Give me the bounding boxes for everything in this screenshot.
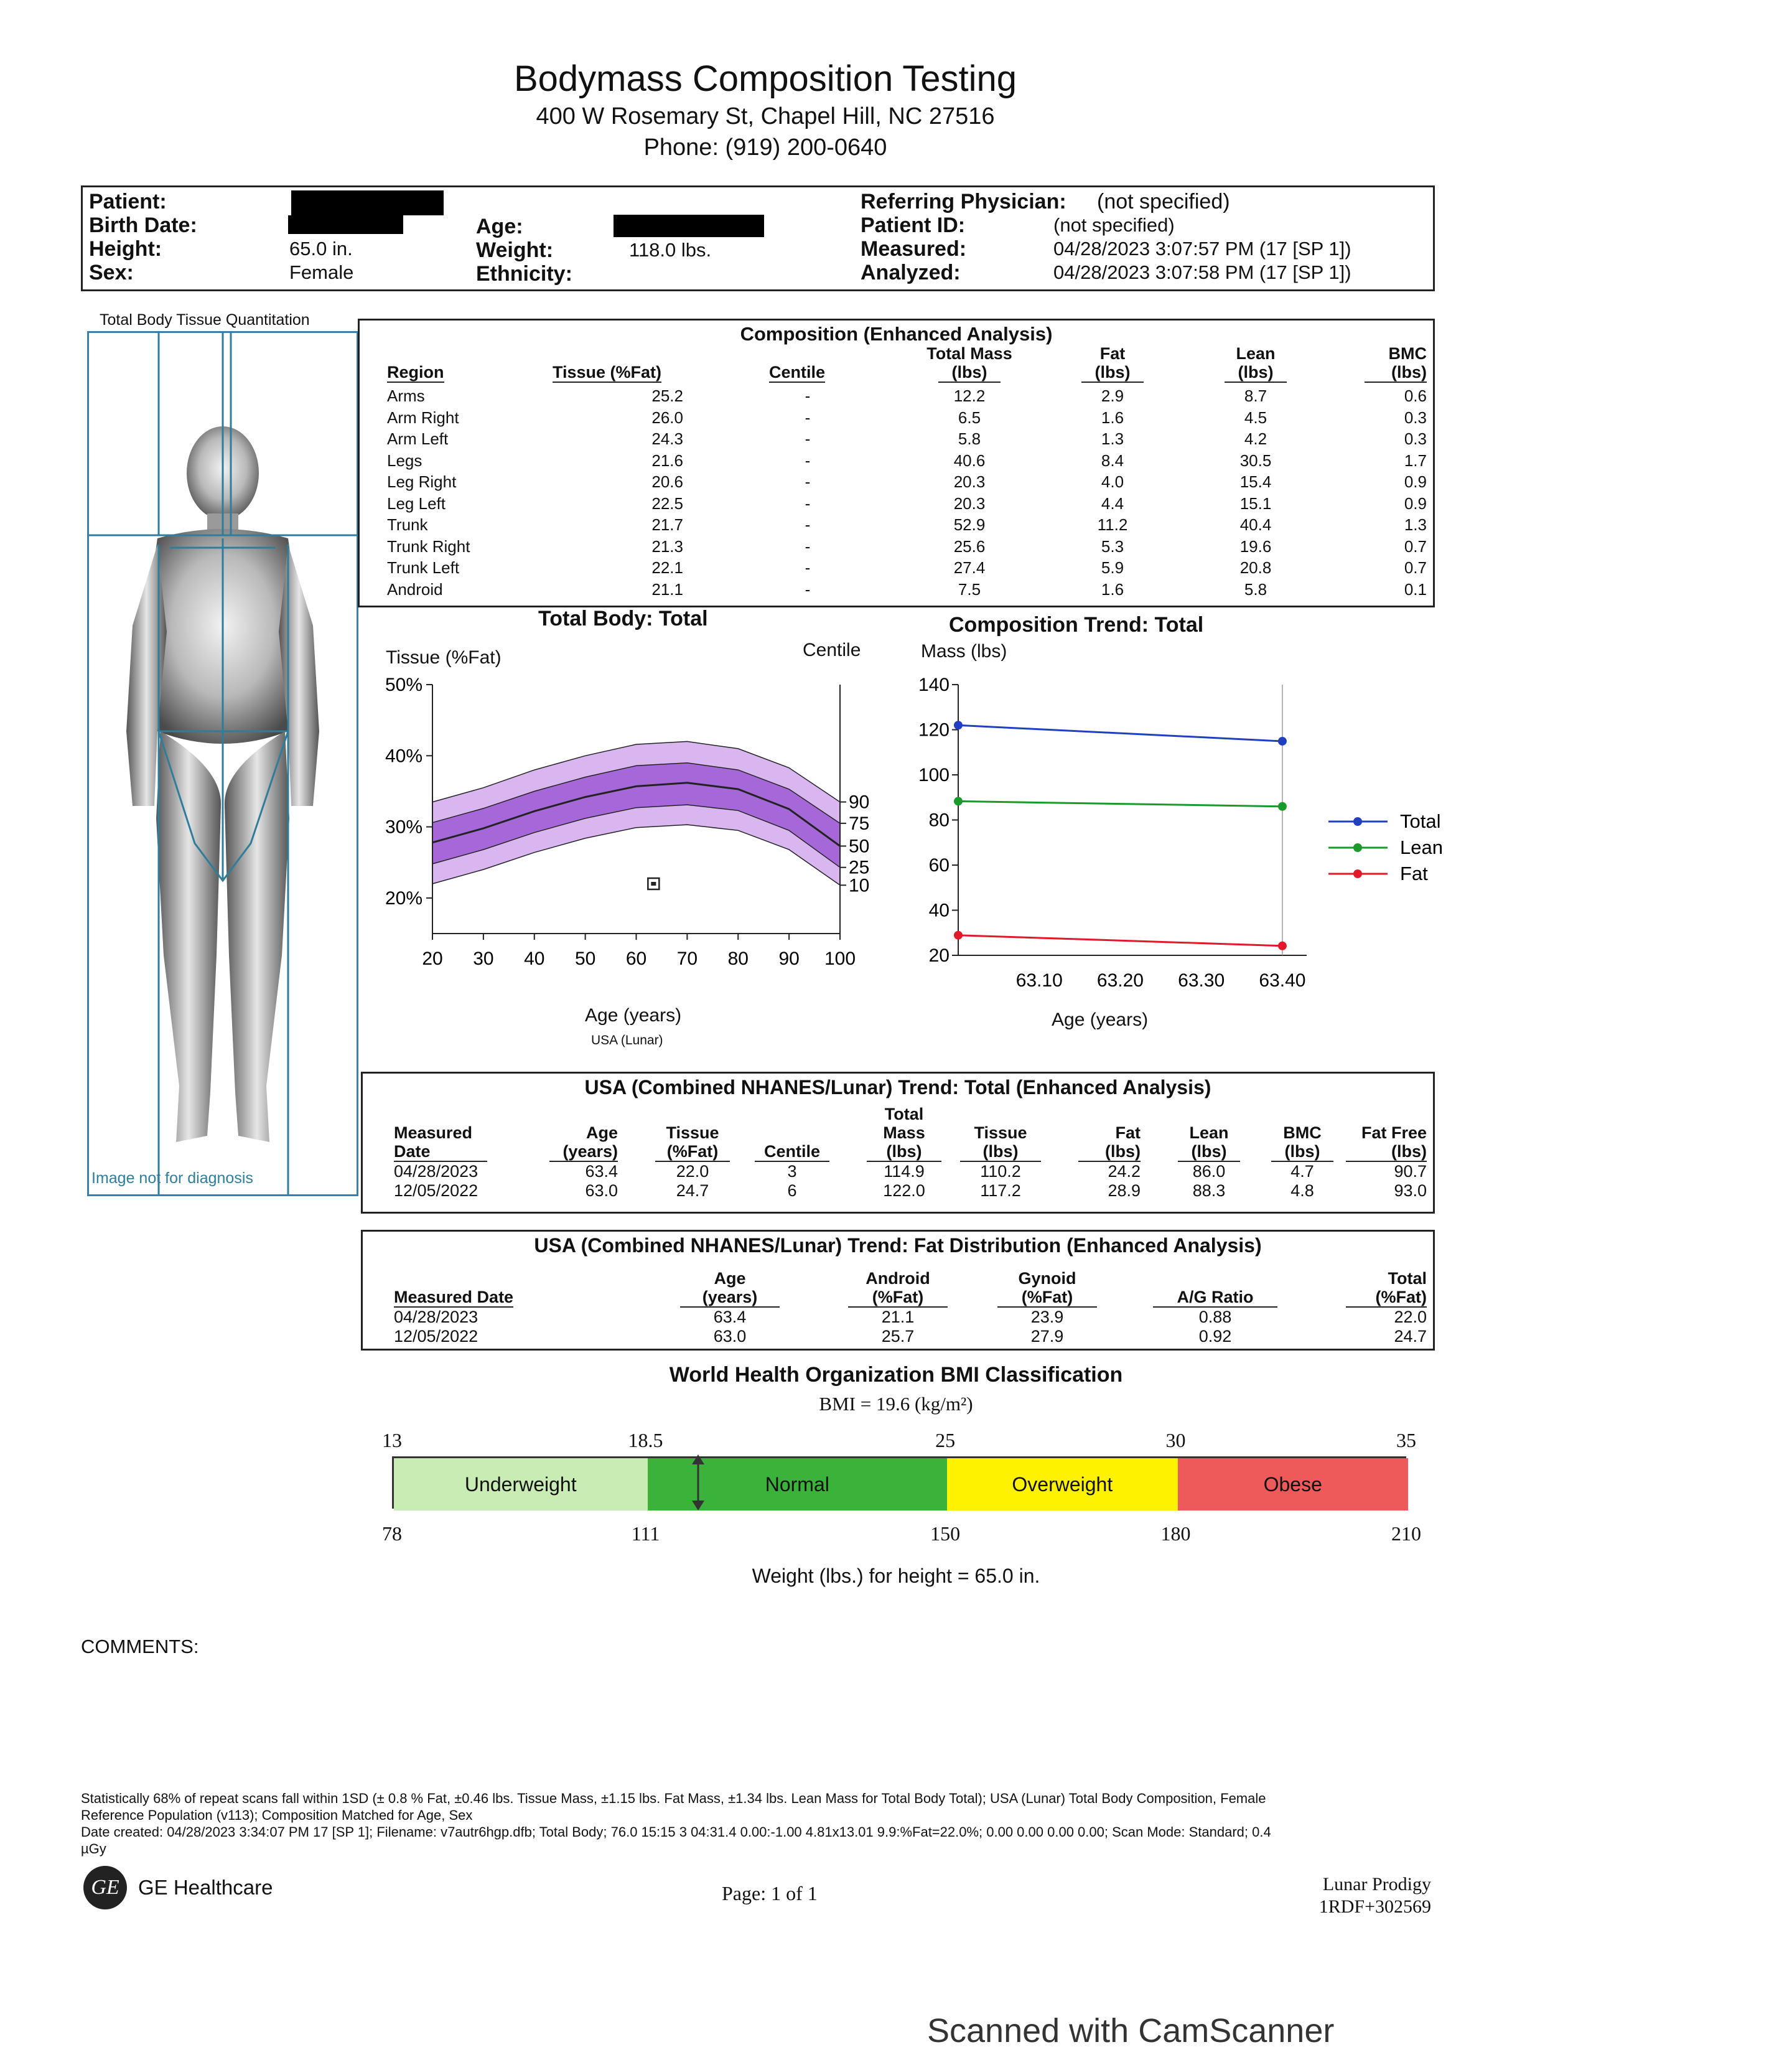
cell-tissue: 21.3 xyxy=(651,536,683,556)
cell-fat: 5.3 xyxy=(1101,536,1124,556)
age-label: Age: xyxy=(476,215,523,238)
cell-total: 12.2 xyxy=(953,386,986,405)
cell-age: 63.0 xyxy=(585,1181,618,1200)
trend-axes xyxy=(958,685,1307,955)
physician-value: (not specified) xyxy=(1097,190,1230,213)
cell-centile: - xyxy=(805,558,811,577)
col-tissue: Tissue (%Fat) xyxy=(553,363,662,382)
tt-col-mass-0: Total xyxy=(884,1105,924,1123)
legend-marker-total xyxy=(1353,817,1362,826)
bmi-marker xyxy=(691,1454,706,1510)
composition-row xyxy=(360,471,1433,492)
series-line-total xyxy=(958,725,1282,741)
cell-date: 04/28/2023 xyxy=(394,1308,478,1326)
series-point-lean xyxy=(1278,802,1287,811)
cell-ff: 90.7 xyxy=(1394,1162,1427,1181)
cell-total: 20.3 xyxy=(953,494,986,513)
cell-tissue: 24.7 xyxy=(676,1181,709,1200)
cell-fat: 8.4 xyxy=(1101,451,1124,470)
cell-fat: 11.2 xyxy=(1097,515,1128,534)
composition-row xyxy=(360,536,1433,557)
series-point-total xyxy=(1278,737,1287,746)
cell-ag: 0.92 xyxy=(1198,1327,1232,1346)
bmi-tick-label: 13 xyxy=(382,1429,402,1451)
tt-col-tmass-unit: (lbs) xyxy=(960,1142,1041,1162)
measured-value: 04/28/2023 3:07:57 PM (17 [SP 1]) xyxy=(1053,238,1351,260)
cell-centile: - xyxy=(805,515,811,534)
tt-col-fat: Fat xyxy=(1115,1123,1141,1142)
y-tick-label: 20% xyxy=(385,887,422,909)
trend-fat-row xyxy=(363,1308,1433,1326)
centile-chart-right-label: Centile xyxy=(803,640,861,660)
sex-label: Sex: xyxy=(89,261,134,284)
sex-value: Female xyxy=(289,261,354,283)
centile-chart-ylabel: Tissue (%Fat) xyxy=(386,647,502,668)
tf-col-total-unit: (%Fat) xyxy=(1346,1288,1427,1308)
tt-col-mass: Mass xyxy=(883,1123,925,1142)
y-tick-label: 100 xyxy=(918,765,950,785)
trend-fat-row xyxy=(363,1327,1433,1346)
x-tick-label: 30 xyxy=(473,948,494,969)
cell-tissue: 26.0 xyxy=(651,408,683,427)
cell-lean: 30.5 xyxy=(1239,451,1272,470)
cell-bmc: 0.9 xyxy=(1404,494,1427,513)
x-tick-label: 100 xyxy=(824,948,856,969)
patient-id-label: Patient ID: xyxy=(861,213,966,237)
trend-chart xyxy=(908,672,1443,1008)
centile-tick-label: 75 xyxy=(849,813,870,834)
footer-notes xyxy=(81,1790,1437,1857)
col-bmc: BMC xyxy=(1388,344,1427,363)
cell-centile: 3 xyxy=(787,1162,797,1181)
x-tick-label: 63.40 xyxy=(1259,970,1306,991)
tt-col-fatfree-unit: (lbs) xyxy=(1346,1142,1427,1162)
body-leg-left xyxy=(225,731,289,1142)
col-region: Region xyxy=(387,363,444,382)
bmi-tick-label: 30 xyxy=(1165,1429,1186,1451)
trend-total-title: USA (Combined NHANES/Lunar) Trend: Total (Enhanced Analysis) xyxy=(584,1076,1211,1098)
cell-centile: - xyxy=(805,494,811,513)
cell-centile: - xyxy=(805,429,811,448)
body-leg-right xyxy=(156,731,221,1142)
centile-tick-label: 50 xyxy=(849,836,870,857)
cell-lean: 4.5 xyxy=(1244,408,1267,427)
centile-chart-xlabel: Age (years) xyxy=(585,1005,682,1026)
patient-info-box xyxy=(81,185,1435,291)
comments-label: COMMENTS: xyxy=(81,1636,199,1657)
cell-region: Arm Left xyxy=(387,429,449,448)
cell-tissue: 20.6 xyxy=(651,472,683,491)
cell-lean: 40.4 xyxy=(1239,515,1272,534)
y-tick-label: 140 xyxy=(918,675,950,695)
cell-total: 25.6 xyxy=(953,536,986,556)
cell-lean: 20.8 xyxy=(1239,558,1272,577)
weight-label: Weight: xyxy=(476,238,554,262)
cell-bmc: 4.7 xyxy=(1290,1162,1314,1181)
cell-fat: 1.3 xyxy=(1101,429,1124,448)
y-tick-label: 30% xyxy=(385,817,422,838)
col-total-mass-unit: (lbs) xyxy=(938,363,1001,383)
cell-bmc: 0.1 xyxy=(1404,579,1427,599)
col-fat: Fat xyxy=(1099,344,1126,363)
measured-label: Measured: xyxy=(861,237,967,261)
cell-bmc: 0.3 xyxy=(1404,429,1427,448)
cell-centile: - xyxy=(805,472,811,491)
tt-col-date-2: Date xyxy=(394,1142,487,1162)
centile-tick-label: 25 xyxy=(849,857,870,878)
analyzed-value: 04/28/2023 3:07:58 PM (17 [SP 1]) xyxy=(1053,261,1351,283)
cell-bmc: 4.8 xyxy=(1290,1181,1314,1200)
physician-label: Referring Physician: xyxy=(861,190,1066,213)
cell-total: 40.6 xyxy=(953,451,986,470)
cell-centile: - xyxy=(805,386,811,405)
composition-row xyxy=(360,514,1433,535)
cell-bmc: 1.7 xyxy=(1404,451,1427,470)
patient-label: Patient: xyxy=(89,190,167,213)
bmi-value: BMI = 19.6 (kg/m²) xyxy=(819,1393,973,1415)
cell-bmc: 0.7 xyxy=(1404,558,1427,577)
x-tick-label: 63.10 xyxy=(1015,970,1063,991)
cell-mass: 114.9 xyxy=(884,1162,925,1181)
trend-fat-title: USA (Combined NHANES/Lunar) Trend: Fat Distribution (Enhanced Analysis) xyxy=(534,1234,1262,1257)
trend-chart-ylabel: Mass (lbs) xyxy=(921,641,1007,662)
cell-bmc: 0.6 xyxy=(1404,386,1427,405)
body-scan-image xyxy=(87,331,358,1196)
cell-fat: 2.9 xyxy=(1101,386,1124,405)
weight-tick-label: 180 xyxy=(1160,1522,1191,1545)
tf-col-android: Android xyxy=(866,1269,930,1288)
cell-region: Trunk Left xyxy=(387,558,460,577)
cell-lean: 19.6 xyxy=(1239,536,1272,556)
x-tick-label: 70 xyxy=(676,948,698,969)
bmi-scale xyxy=(382,1429,1421,1578)
cell-tissue: 22.1 xyxy=(651,558,683,577)
series-line-lean xyxy=(958,801,1282,806)
centile-chart-sublabel: USA (Lunar) xyxy=(591,1033,663,1047)
legend-marker-lean xyxy=(1353,843,1362,852)
weight-tick-label: 78 xyxy=(382,1522,402,1545)
cell-age: 63.0 xyxy=(713,1327,747,1346)
y-tick-label: 20 xyxy=(928,945,950,966)
cell-lean: 4.2 xyxy=(1244,429,1267,448)
cell-region: Android xyxy=(387,579,443,599)
cell-tissue: 21.1 xyxy=(651,579,683,599)
tt-col-mass-unit: (lbs) xyxy=(867,1142,941,1162)
tt-col-tmass: Tissue xyxy=(974,1123,1027,1142)
bmi-segment-overweight: Overweight xyxy=(947,1458,1179,1510)
y-tick-label: 40 xyxy=(928,900,950,921)
camscanner-watermark: Scanned with CamScanner xyxy=(927,2012,1335,2049)
x-tick-label: 20 xyxy=(422,948,443,969)
trend-chart-xlabel: Age (years) xyxy=(1052,1009,1149,1030)
cell-android: 25.7 xyxy=(881,1327,915,1346)
height-label: Height: xyxy=(89,237,162,261)
ethnicity-label: Ethnicity: xyxy=(476,262,572,286)
cell-bmc: 0.7 xyxy=(1404,536,1427,556)
cell-region: Leg Left xyxy=(387,494,446,513)
cell-age: 63.4 xyxy=(585,1162,618,1181)
cell-tissue: 22.5 xyxy=(651,494,683,513)
cell-fat: 4.4 xyxy=(1101,494,1124,513)
height-value: 65.0 in. xyxy=(289,238,353,260)
cell-region: Legs xyxy=(387,451,422,470)
tt-col-bmc-unit: (lbs) xyxy=(1271,1142,1333,1162)
bmi-xlabel: Weight (lbs.) for height = 65.0 in. xyxy=(752,1565,1040,1587)
cell-total: 7.5 xyxy=(958,579,981,599)
cell-centile: - xyxy=(805,536,811,556)
tf-col-gynoid: Gynoid xyxy=(1018,1269,1076,1288)
clinic-header xyxy=(0,57,1531,163)
tt-col-lean-unit: (lbs) xyxy=(1178,1142,1240,1162)
brand-name: GE Healthcare xyxy=(138,1876,273,1899)
tf-col-android-unit: (%Fat) xyxy=(848,1288,948,1308)
tf-col-gynoid-unit: (%Fat) xyxy=(997,1288,1097,1308)
patient-id-value: (not specified) xyxy=(1053,214,1175,236)
cell-centile: 6 xyxy=(787,1181,797,1200)
cell-fat: 5.9 xyxy=(1101,558,1124,577)
birth-date-label: Birth Date: xyxy=(89,213,197,237)
series-line-fat xyxy=(958,935,1282,946)
bmi-tick-label: 18.5 xyxy=(628,1429,663,1451)
tf-col-age-unit: (years) xyxy=(680,1288,780,1308)
redacted-age xyxy=(614,215,764,237)
composition-row xyxy=(360,579,1433,600)
body-image-title: Total Body Tissue Quantitation xyxy=(100,311,310,329)
cell-date: 12/05/2022 xyxy=(394,1181,478,1200)
device-info xyxy=(1182,1873,1431,1918)
y-tick-label: 40% xyxy=(385,746,422,767)
tt-col-centile: Centile xyxy=(755,1142,829,1162)
tf-col-total: Total xyxy=(1388,1269,1427,1288)
composition-title: Composition (Enhanced Analysis) xyxy=(740,323,1053,345)
composition-row xyxy=(360,557,1433,578)
y-tick-label: 50% xyxy=(385,675,422,695)
cell-region: Trunk xyxy=(387,515,428,534)
cell-ag: 0.88 xyxy=(1198,1308,1232,1326)
cell-tissue: 21.6 xyxy=(651,451,683,470)
footer-line-4: µGy xyxy=(81,1841,106,1857)
series-point-total xyxy=(954,721,963,729)
cell-lean: 15.1 xyxy=(1239,494,1272,513)
cell-region: Arm Right xyxy=(387,408,459,427)
cell-mass: 122.0 xyxy=(883,1181,925,1200)
cell-centile: - xyxy=(805,408,811,427)
cell-total: 6.5 xyxy=(958,408,981,427)
cell-lean: 88.3 xyxy=(1192,1181,1226,1200)
cell-total: 22.0 xyxy=(1394,1308,1427,1326)
centile-chart-title: Total Body: Total xyxy=(538,607,708,630)
legend-marker-fat xyxy=(1353,869,1362,878)
x-tick-label: 90 xyxy=(778,948,800,969)
analyzed-label: Analyzed: xyxy=(861,261,961,284)
cell-ff: 93.0 xyxy=(1394,1181,1427,1200)
cell-fat: 24.2 xyxy=(1108,1162,1141,1181)
trend-fat-table xyxy=(361,1230,1435,1351)
y-tick-label: 120 xyxy=(918,719,950,741)
cell-gynoid: 27.9 xyxy=(1030,1327,1064,1346)
legend-label-lean: Lean xyxy=(1400,836,1443,858)
clinic-phone: Phone: (919) 200-0640 xyxy=(643,134,887,161)
cell-fat: 1.6 xyxy=(1101,408,1124,427)
cell-age: 63.4 xyxy=(713,1308,747,1326)
cell-bmc: 1.3 xyxy=(1404,515,1427,534)
x-tick-label: 80 xyxy=(727,948,749,969)
bmi-segment-underweight: Underweight xyxy=(394,1458,650,1510)
cell-date: 04/28/2023 xyxy=(394,1162,478,1181)
bmi-weight-ticks xyxy=(382,1522,1421,1547)
tt-col-fatfree: Fat Free xyxy=(1361,1123,1427,1142)
bmi-bar xyxy=(392,1456,1406,1509)
clinic-title: Bodymass Composition Testing xyxy=(513,59,1017,99)
y-tick-label: 60 xyxy=(928,855,950,876)
cell-bmc: 0.9 xyxy=(1404,472,1427,491)
device-name: Lunar Prodigy xyxy=(1322,1874,1431,1894)
device-serial: 1RDF+302569 xyxy=(1318,1896,1431,1917)
x-tick-label: 63.20 xyxy=(1096,970,1144,991)
tt-col-fat-unit: (lbs) xyxy=(1078,1142,1141,1162)
ge-logo-icon: GE xyxy=(83,1866,127,1909)
centile-tick-label: 10 xyxy=(849,875,870,896)
cell-lean: 15.4 xyxy=(1239,472,1272,491)
composition-row xyxy=(360,428,1433,449)
trend-total-table xyxy=(361,1072,1435,1214)
page-number: Page: 1 of 1 xyxy=(722,1882,818,1904)
tf-col-date: Measured Date xyxy=(394,1288,514,1306)
tt-col-bmc: BMC xyxy=(1283,1123,1322,1142)
legend-label-fat: Fat xyxy=(1400,863,1428,884)
redacted-name xyxy=(291,190,444,215)
tt-col-tissue-unit: (%Fat) xyxy=(655,1142,730,1162)
cell-region: Trunk Right xyxy=(387,536,470,556)
cell-fat: 1.6 xyxy=(1101,579,1124,599)
x-tick-label: 40 xyxy=(524,948,545,969)
cell-fat: 28.9 xyxy=(1108,1181,1141,1200)
patient-point-inner xyxy=(651,882,656,886)
tf-col-ag: A/G Ratio xyxy=(1153,1288,1277,1308)
series-point-lean xyxy=(954,797,963,805)
cell-region: Arms xyxy=(387,386,425,405)
cell-lean: 5.8 xyxy=(1244,579,1267,599)
tt-col-date: Measured xyxy=(394,1123,473,1142)
x-tick-label: 60 xyxy=(625,948,647,969)
y-tick-label: 80 xyxy=(928,810,950,831)
bmi-segment-obese: Obese xyxy=(1178,1458,1408,1510)
bmi-tick-label: 25 xyxy=(935,1429,956,1451)
tt-col-age-unit: (years) xyxy=(549,1142,618,1162)
weight-value: 118.0 lbs. xyxy=(629,239,712,261)
tt-col-lean: Lean xyxy=(1189,1123,1229,1142)
col-lean-unit: (lbs) xyxy=(1225,363,1287,383)
body-scan-figure xyxy=(89,333,357,1194)
trend-total-row xyxy=(363,1162,1433,1181)
trend-total-row xyxy=(363,1181,1433,1200)
trend-chart-title: Composition Trend: Total xyxy=(949,613,1204,637)
weight-tick-label: 210 xyxy=(1391,1522,1421,1545)
cell-total: 52.9 xyxy=(953,515,986,534)
cell-tissue: 25.2 xyxy=(651,386,683,405)
cell-lean: 86.0 xyxy=(1192,1162,1226,1181)
footer-line-3: Date created: 04/28/2023 3:34:07 PM 17 [SP 1]; Filename: v7autr6hgp.dfb; Total Body; 76.0 15:15 3 04:31.4 0.00:-1.00 4.81x13.01 9.9:%Fat=22.0%; 0.00 0.00 0.00 0.00; Scan Mode: Standard; 0.4 xyxy=(81,1824,1271,1840)
col-total-mass: Total Mass xyxy=(926,344,1012,363)
x-tick-label: 63.30 xyxy=(1178,970,1225,991)
bmi-title: World Health Organization BMI Classification xyxy=(669,1363,1123,1387)
centile-chart xyxy=(373,672,871,996)
cell-fat: 4.0 xyxy=(1101,472,1124,491)
x-tick-label: 50 xyxy=(574,948,596,969)
cell-tmass: 117.2 xyxy=(980,1181,1021,1200)
bmi-segment-normal: Normal xyxy=(648,1458,950,1510)
legend-label-total: Total xyxy=(1400,810,1441,832)
cell-tissue: 21.7 xyxy=(651,515,683,534)
tf-col-age: Age xyxy=(714,1269,746,1288)
tt-col-tissue: Tissue xyxy=(666,1123,719,1142)
weight-tick-label: 150 xyxy=(930,1522,961,1545)
series-point-fat xyxy=(954,931,963,940)
bmi-top-ticks xyxy=(382,1429,1416,1454)
cell-total: 27.4 xyxy=(953,558,986,577)
col-lean: Lean xyxy=(1236,344,1276,363)
cell-total: 5.8 xyxy=(958,429,981,448)
cell-lean: 8.7 xyxy=(1244,386,1267,405)
cell-tissue: 22.0 xyxy=(676,1162,709,1181)
composition-row xyxy=(360,493,1433,514)
cell-tmass: 110.2 xyxy=(980,1162,1021,1181)
cell-tissue: 24.3 xyxy=(651,429,683,448)
composition-row xyxy=(360,385,1433,406)
clinic-address: 400 W Rosemary St, Chapel Hill, NC 27516 xyxy=(536,103,995,129)
series-point-fat xyxy=(1278,942,1287,950)
cell-android: 21.1 xyxy=(881,1308,915,1326)
cell-bmc: 0.3 xyxy=(1404,408,1427,427)
cell-date: 12/05/2022 xyxy=(394,1327,478,1346)
col-centile: Centile xyxy=(769,363,826,382)
footer-line-1: Statistically 68% of repeat scans fall within 1SD (± 0.8 % Fat, ±0.46 lbs. Tissue Mass, ±1.15 lbs. Fat Mass, ±1.34 lbs. Lean Mass for Total Body Total); USA (Lunar) Total Body Composition, Female xyxy=(81,1791,1266,1806)
cell-total: 20.3 xyxy=(953,472,986,491)
footer-line-2: Reference Population (v113); Composition Matched for Age, Sex xyxy=(81,1807,473,1823)
bmi-tick-label: 35 xyxy=(1396,1429,1416,1451)
col-fat-unit: (lbs) xyxy=(1081,363,1144,383)
composition-row xyxy=(360,407,1433,428)
image-disclaimer: Image not for diagnosis xyxy=(91,1169,253,1187)
cell-centile: - xyxy=(805,579,811,599)
col-bmc-unit: (lbs) xyxy=(1365,363,1427,383)
composition-table xyxy=(358,319,1435,607)
cell-centile: - xyxy=(805,451,811,470)
weight-tick-label: 111 xyxy=(631,1522,660,1545)
composition-row xyxy=(360,450,1433,471)
redacted-birth-date xyxy=(288,215,403,234)
centile-tick-label: 90 xyxy=(849,792,870,813)
cell-gynoid: 23.9 xyxy=(1030,1308,1064,1326)
cell-total: 24.7 xyxy=(1394,1327,1427,1346)
cell-region: Leg Right xyxy=(387,472,457,491)
tt-col-age: Age xyxy=(586,1123,618,1142)
